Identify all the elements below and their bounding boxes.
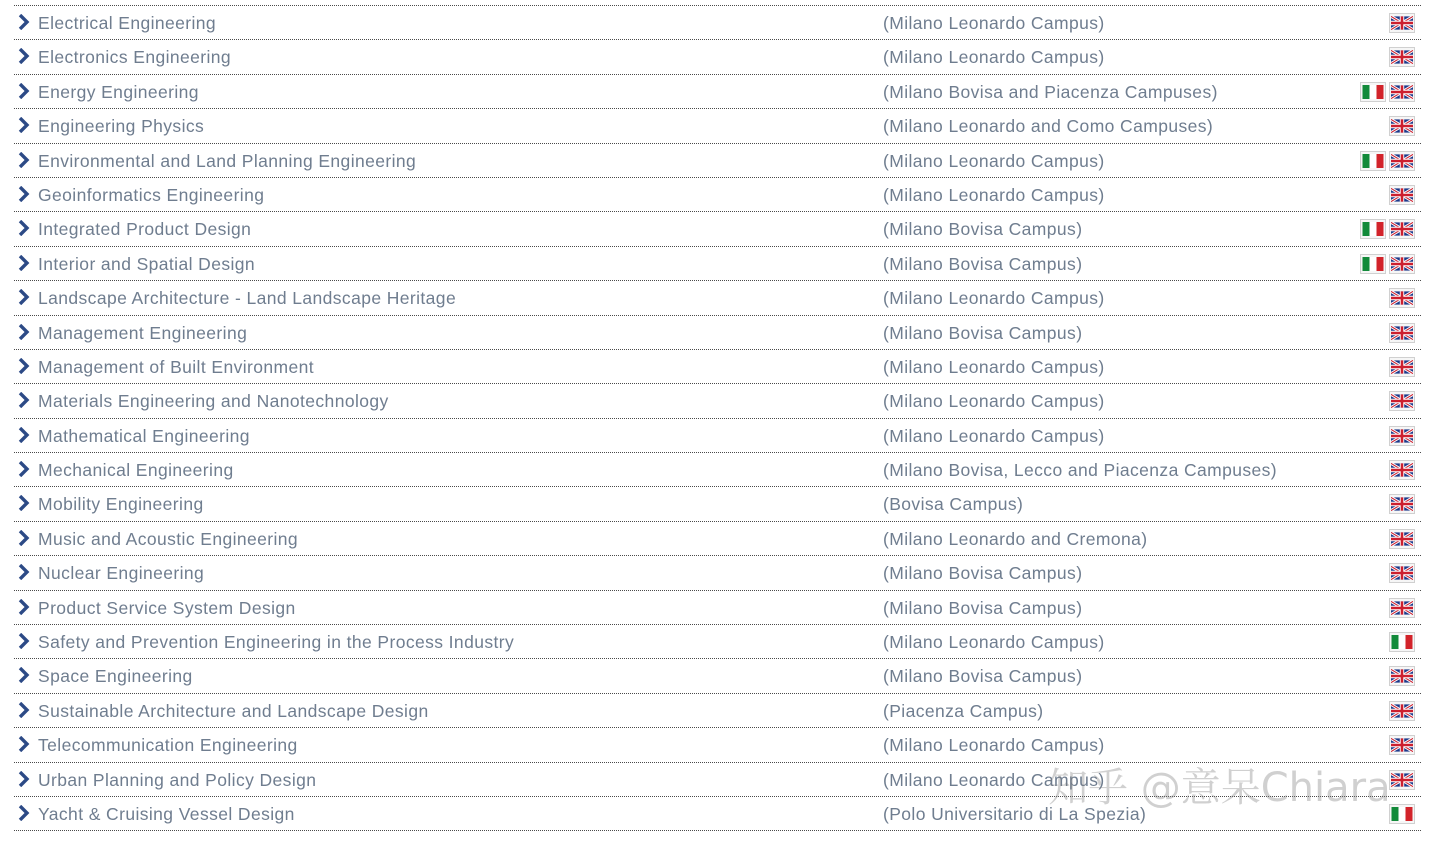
programme-campus: (Milano Bovisa Campus) [883,666,1083,687]
chevron-right-icon[interactable] [18,255,32,271]
language-flags [1389,357,1415,379]
language-flags [1389,666,1415,688]
programme-campus: (Milano Leonardo Campus) [883,288,1105,309]
language-flags [1389,735,1415,757]
language-flags [1360,219,1415,241]
programme-name-link[interactable]: Electronics Engineering [38,47,232,68]
chevron-right-icon[interactable] [18,427,32,443]
programme-row[interactable] [14,487,1421,521]
uk-flag-icon [1389,460,1415,480]
programme-name-link[interactable]: Space Engineering [38,666,193,687]
programme-name-link[interactable]: Safety and Prevention Engineering in the Process Industry [38,632,515,653]
uk-flag-icon [1389,701,1415,721]
chevron-right-icon[interactable] [18,805,32,821]
programme-row[interactable] [14,40,1421,74]
uk-flag-icon [1389,323,1415,343]
programme-name-link[interactable]: Interior and Spatial Design [38,253,256,274]
chevron-right-icon[interactable] [18,358,32,374]
programme-name-link[interactable]: Nuclear Engineering [38,563,205,584]
italy-flag-icon [1360,151,1386,171]
programme-name-link[interactable]: Urban Planning and Policy Design [38,769,317,790]
language-flags [1389,47,1415,69]
programme-campus: (Milano Bovisa, Lecco and Piacenza Campuses) [883,460,1278,481]
programme-name-link[interactable]: Geoinformatics Engineering [38,184,265,205]
programme-name-link[interactable]: Sustainable Architecture and Landscape Design [38,700,429,721]
programme-name-link[interactable]: Environmental and Land Planning Engineering [38,150,417,171]
language-flags [1389,13,1415,35]
chevron-right-icon[interactable] [18,289,32,305]
chevron-right-icon[interactable] [18,771,32,787]
chevron-right-icon[interactable] [18,461,32,477]
chevron-right-icon[interactable] [18,599,32,615]
programme-campus: (Polo Universitario di La Spezia) [883,803,1147,824]
chevron-right-icon[interactable] [18,736,32,752]
programme-row[interactable] [14,316,1421,350]
uk-flag-icon [1389,391,1415,411]
language-flags [1389,288,1415,310]
programme-row[interactable] [14,212,1421,246]
programme-campus: (Milano Leonardo Campus) [883,391,1105,412]
uk-flag-icon [1389,13,1415,33]
programme-campus: (Bovisa Campus) [883,494,1024,515]
programme-name-link[interactable]: Engineering Physics [38,116,205,137]
programme-campus: (Milano Bovisa Campus) [883,253,1083,274]
language-flags [1389,185,1415,207]
chevron-right-icon[interactable] [18,633,32,649]
programme-campus: (Milano Leonardo Campus) [883,13,1105,33]
programme-campus: (Milano Bovisa Campus) [883,219,1083,240]
programme-name-link[interactable]: Integrated Product Design [38,219,252,240]
uk-flag-icon [1389,185,1415,205]
programme-name-link[interactable]: Materials Engineering and Nanotechnology [38,391,389,412]
programme-name-link[interactable]: Music and Acoustic Engineering [38,528,299,549]
italy-flag-icon [1360,254,1386,274]
programme-name-link[interactable]: Energy Engineering [38,81,199,102]
language-flags [1389,804,1415,826]
programme-campus: (Milano Leonardo Campus) [883,769,1105,790]
chevron-right-icon[interactable] [18,495,32,511]
chevron-right-icon[interactable] [18,186,32,202]
uk-flag-icon [1389,666,1415,686]
programme-row[interactable] [14,144,1421,178]
uk-flag-icon [1389,288,1415,308]
programme-row[interactable] [14,659,1421,693]
uk-flag-icon [1389,770,1415,790]
chevron-right-icon[interactable] [18,48,32,64]
chevron-right-icon[interactable] [18,392,32,408]
programme-row[interactable] [14,75,1421,109]
uk-flag-icon [1389,254,1415,274]
programme-row[interactable] [14,109,1421,143]
programme-list [14,5,1421,831]
programme-row[interactable] [14,178,1421,212]
programme-row[interactable] [14,522,1421,556]
chevron-right-icon[interactable] [18,324,32,340]
language-flags [1389,460,1415,482]
uk-flag-icon [1389,219,1415,239]
programme-row[interactable] [14,419,1421,453]
programme-campus: (Milano Bovisa Campus) [883,563,1083,584]
programme-name-link[interactable]: Telecommunication Engineering [38,735,298,756]
language-flags [1389,116,1415,138]
uk-flag-icon [1389,47,1415,67]
programme-name-link[interactable]: Mobility Engineering [38,494,204,515]
uk-flag-icon [1389,598,1415,618]
programme-campus: (Milano Leonardo Campus) [883,632,1105,653]
programme-campus: (Milano Bovisa and Piacenza Campuses) [883,81,1218,102]
programme-row[interactable] [14,625,1421,659]
uk-flag-icon [1389,735,1415,755]
programme-name-link[interactable]: Management of Built Environment [38,356,315,377]
italy-flag-icon [1389,804,1415,824]
programme-name-link[interactable]: Landscape Architecture - Land Landscape Heritage [38,288,457,309]
programme-row[interactable] [14,694,1421,728]
chevron-right-icon[interactable] [18,702,32,718]
italy-flag-icon [1360,82,1386,102]
language-flags [1389,770,1415,792]
uk-flag-icon [1389,116,1415,136]
programme-row[interactable] [14,763,1421,797]
language-flags [1389,632,1415,654]
programme-campus: (Milano Leonardo Campus) [883,356,1105,377]
programme-name-link[interactable]: Electrical Engineering [38,13,217,33]
programme-row[interactable] [14,247,1421,281]
programme-row[interactable] [14,556,1421,590]
programme-campus: (Milano Leonardo and Como Campuses) [883,116,1214,137]
uk-flag-icon [1389,82,1415,102]
chevron-right-icon[interactable] [18,14,32,30]
programme-name-link[interactable]: Mathematical Engineering [38,425,250,446]
language-flags [1360,82,1415,104]
programme-campus: (Milano Leonardo Campus) [883,184,1105,205]
programme-campus: (Milano Bovisa Campus) [883,322,1083,343]
language-flags [1389,598,1415,620]
uk-flag-icon [1389,563,1415,583]
chevron-right-icon[interactable] [18,152,32,168]
programme-campus: (Milano Leonardo and Cremona) [883,528,1148,549]
language-flags [1360,151,1415,173]
language-flags [1389,426,1415,448]
uk-flag-icon [1389,494,1415,514]
language-flags [1389,494,1415,516]
programme-name-link[interactable]: Management Engineering [38,322,248,343]
language-flags [1360,254,1415,276]
language-flags [1389,563,1415,585]
chevron-right-icon[interactable] [18,83,32,99]
chevron-right-icon[interactable] [18,667,32,683]
watermark: 知乎 @意呆Chiara [1048,765,1391,811]
italy-flag-icon [1389,632,1415,652]
programme-campus: (Milano Bovisa Campus) [883,597,1083,618]
language-flags [1389,391,1415,413]
programme-campus: (Milano Leonardo Campus) [883,150,1105,171]
programme-campus: (Piacenza Campus) [883,700,1044,721]
uk-flag-icon [1389,529,1415,549]
programme-row[interactable] [14,350,1421,384]
programme-row[interactable] [14,453,1421,487]
programme-name-link[interactable]: Yacht & Cruising Vessel Design [38,803,295,824]
programme-campus: (Milano Leonardo Campus) [883,47,1105,68]
language-flags [1389,529,1415,551]
programme-name-link[interactable]: Mechanical Engineering [38,460,234,481]
programme-campus: (Milano Leonardo Campus) [883,735,1105,756]
programme-row[interactable] [14,384,1421,418]
chevron-right-icon[interactable] [18,117,32,133]
programme-row[interactable] [14,591,1421,625]
programme-campus: (Milano Leonardo Campus) [883,425,1105,446]
uk-flag-icon [1389,357,1415,377]
programme-row[interactable] [14,728,1421,762]
programme-row[interactable] [14,281,1421,315]
programme-name-link[interactable]: Product Service System Design [38,597,296,618]
programme-row[interactable] [14,797,1421,831]
chevron-right-icon[interactable] [18,564,32,580]
language-flags [1389,701,1415,723]
uk-flag-icon [1389,151,1415,171]
uk-flag-icon [1389,426,1415,446]
chevron-right-icon[interactable] [18,220,32,236]
language-flags [1389,323,1415,345]
chevron-right-icon[interactable] [18,530,32,546]
italy-flag-icon [1360,219,1386,239]
programme-row[interactable] [14,6,1421,40]
